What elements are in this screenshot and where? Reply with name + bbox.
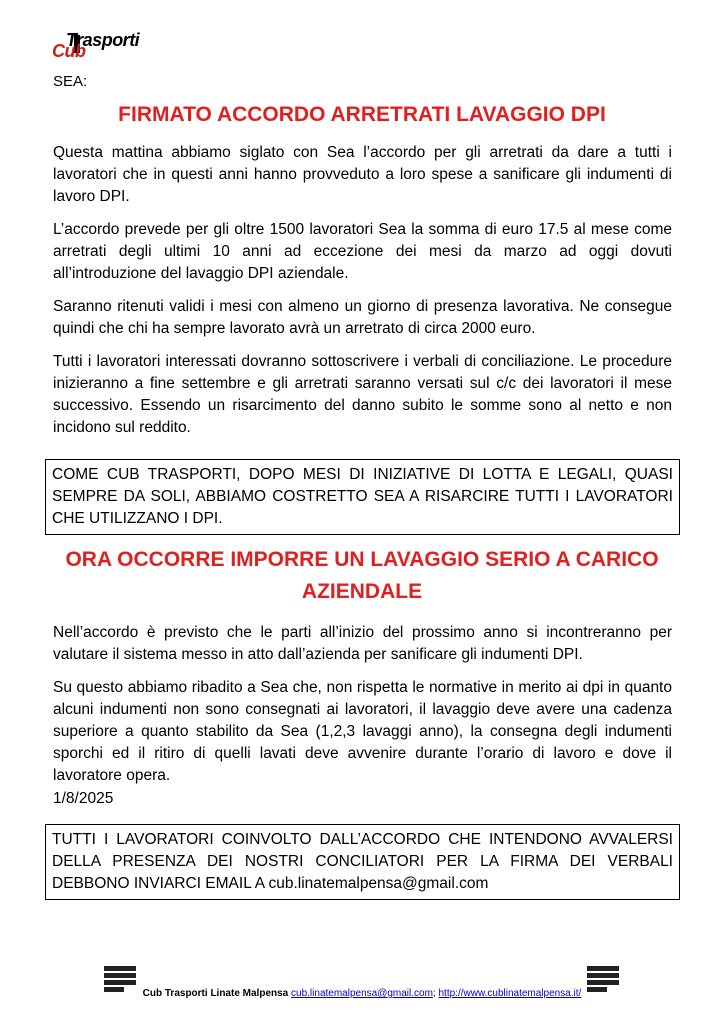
paragraph: Nell’accordo è previsto che le parti all’inizio del prossimo anno si incontreranno per valutare il sistema messo in atto dall’azienda per sanificare gli indumenti DPI. <box>53 624 672 663</box>
footer-website-link[interactable]: http://www.cublinatemalpensa.it/ <box>438 988 582 999</box>
footer-separator: ; <box>432 988 436 999</box>
paragraph: L’accordo prevede per gli oltre 1500 lavoratori Sea la somma di euro 17.5 al mese come arretrati degli ultimi 10 anni ad eccezione dei mesi da marzo ad oggi dovuti all’introduzione del lavaggio DPI aziendale. <box>53 221 672 282</box>
logo-text-trasporti: Trasporti <box>66 30 140 50</box>
paragraph: Questa mattina abbiamo siglato con Sea l’accordo per gli arretrati da dare a tutti i lavoratori che in questi anni hanno provveduto a loro spese a sanificare gli indumenti di lavoro DPI. <box>53 144 672 205</box>
footer <box>0 988 724 999</box>
highlight-box: COME CUB TRASPORTI, DOPO MESI DI INIZIATIVE DI LOTTA E LEGALI, QUASI SEMPRE DA SOLI, ABBIAMO COSTRETTO SEA A RISARCIRE TUTTI I LAVORATORI CHE UTILIZZANO I DPI. <box>45 459 680 535</box>
footer-org: Cub Trasporti Linate Malpensa <box>142 988 289 999</box>
paragraph: Su questo abbiamo ribadito a Sea che, non rispetta le normative in merito ai dpi in quanto alcuni indumenti non sono consegnati ai lavoratori, il lavaggio deve avere una cadenza superiore a quanto stabilito da Sea (1,2,3 lavaggi anno), la consegna degli indumenti sporchi ed il ritiro di quelli lavati deve avvenire durante l’orario di lavoro e dove il lavoratore opera. <box>53 679 672 784</box>
document-date: 1/8/2025 <box>53 790 114 807</box>
main-title: FIRMATO ACCORDO ARRETRATI LAVAGGIO DPI <box>118 103 606 126</box>
logo-text-cub: Cub <box>52 41 86 61</box>
paragraph: Tutti i lavoratori interessati dovranno sottoscrivere i verbali di conciliazione. Le procedure inizieranno a fine settembre e gli arretrati saranno versati sul c/c dei lavoratori il mese successivo. Essendo un risarcimento del danno subito le somme sono al netto e non incidono sul reddito. <box>53 353 672 436</box>
secondary-title: ORA OCCORRE IMPORRE UN LAVAGGIO SERIO A CARICO AZIENDALE <box>65 548 659 603</box>
header-prefix: SEA: <box>53 73 88 90</box>
cub-trasporti-logo <box>52 30 152 60</box>
footer-email-link[interactable]: cub.linatemalpensa@gmail.com <box>291 988 433 999</box>
paragraph: Saranno ritenuti validi i mesi con almeno un giorno di presenza lavorativa. Ne consegue quindi che chi ha sempre lavorato avrà un arretrato di circa 2000 euro. <box>53 298 672 337</box>
notice-box: TUTTI I LAVORATORI COINVOLTO DALL’ACCORDO CHE INTENDONO AVVALERSI DELLA PRESENZA DEI NOSTRI CONCILIATORI PER LA FIRMA DEI VERBALI DEBBONO INVIARCI EMAIL A cub.linatemalpensa@gmail.com <box>45 824 680 900</box>
